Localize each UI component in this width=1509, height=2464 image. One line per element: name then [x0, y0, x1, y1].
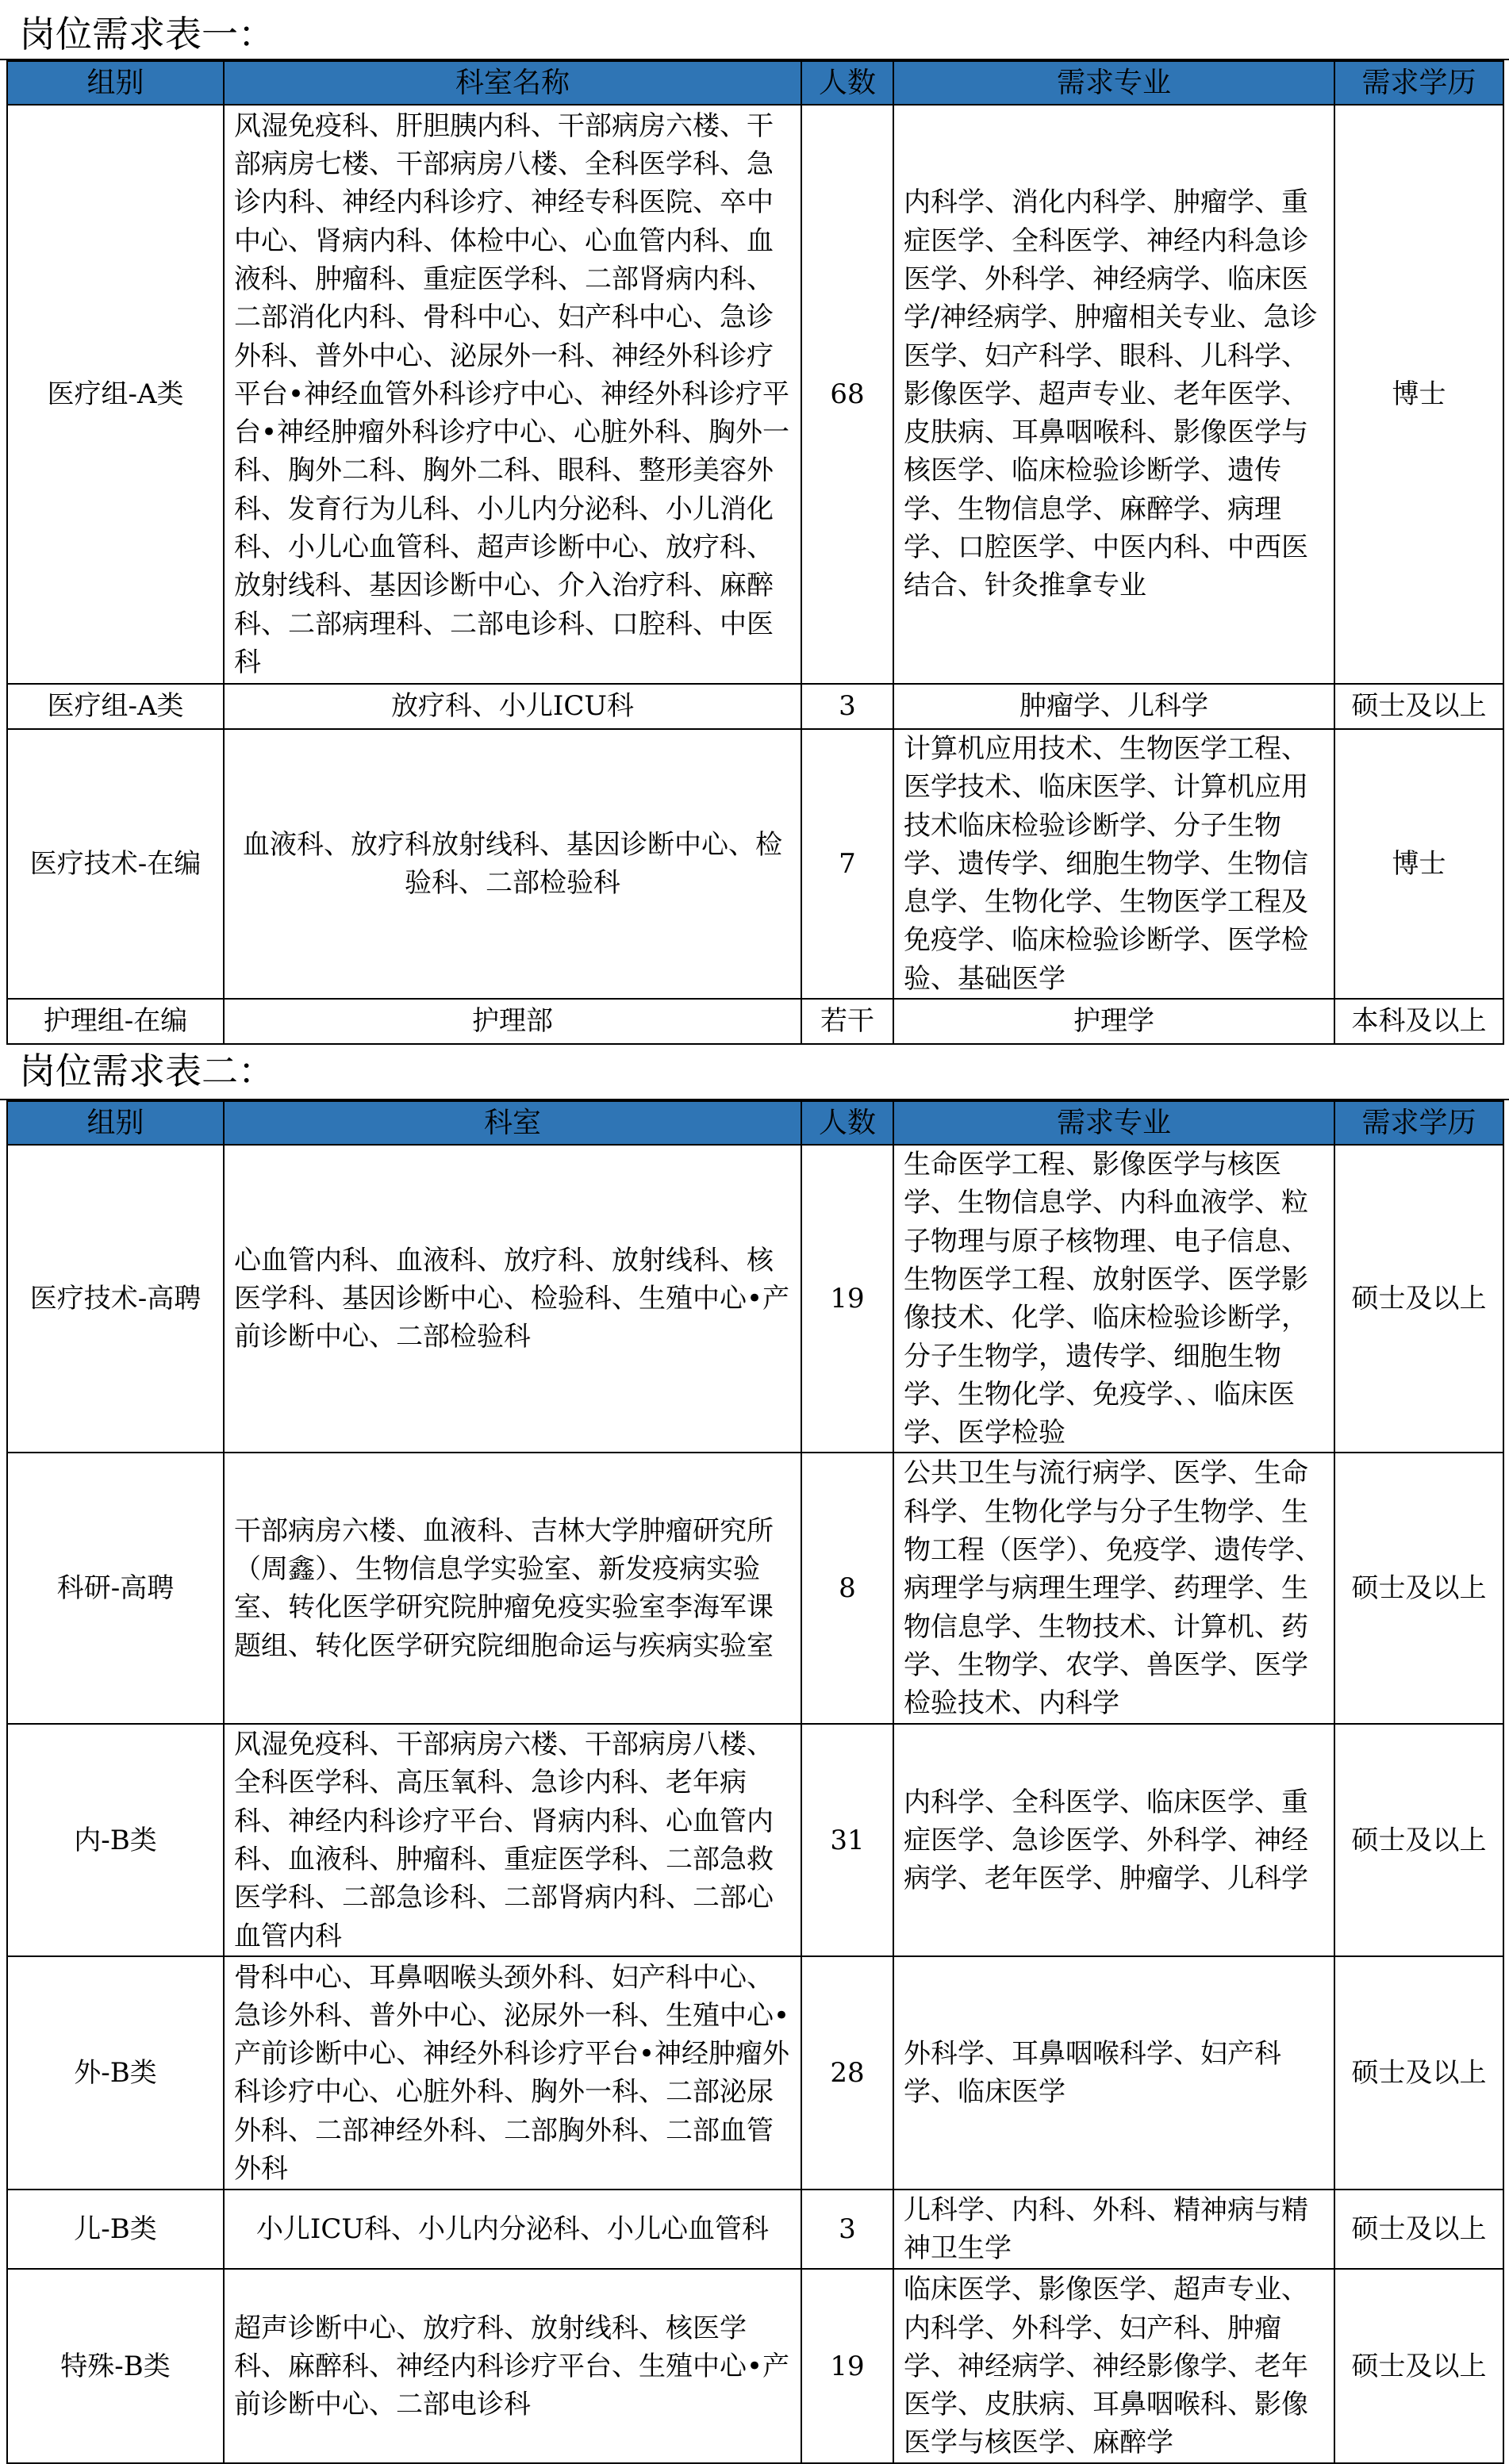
count-cell: 7 [801, 729, 893, 999]
dept-cell: 小儿ICU科、小儿内分泌科、小儿心血管科 [224, 2190, 801, 2269]
group-cell: 医疗组-A类 [7, 105, 224, 684]
table2-title: 岗位需求表二： [0, 1045, 1509, 1100]
major-cell: 肿瘤学、儿科学 [893, 684, 1334, 729]
table-row [7, 1145, 1503, 1453]
header-group: 组别 [7, 61, 224, 105]
major-cell: 儿科学、内科、外科、精神病与精神卫生学 [893, 2190, 1334, 2269]
degree-cell: 硕士及以上 [1334, 1453, 1503, 1724]
major-cell: 公共卫生与流行病学、医学、生命科学、生物化学与分子生物学、生物工程（医学）、免疫学、遗传学、病理学与病理生理学、药理学、生物信息学、生物技术、计算机、药学、生物学、农学、兽医学、医学检验技术、内科学 [893, 1453, 1334, 1724]
header-degree: 需求学历 [1334, 1101, 1503, 1145]
header-count: 人数 [801, 61, 893, 105]
degree-cell: 硕士及以上 [1334, 1956, 1503, 2190]
dept-cell: 干部病房六楼、血液科、吉林大学肿瘤研究所（周鑫）、生物信息学实验室、新发疫病实验室、转化医学研究院肿瘤免疫实验室李海军课题组、转化医学研究院细胞命运与疾病实验室 [224, 1453, 801, 1724]
count-cell: 31 [801, 1724, 893, 1956]
table2 [6, 1100, 1504, 2464]
count-cell: 3 [801, 2190, 893, 2269]
count-cell: 8 [801, 1453, 893, 1724]
header-major: 需求专业 [893, 1101, 1334, 1145]
major-cell: 临床医学、影像医学、超声专业、内科学、外科学、妇产科、肿瘤学、神经病学、神经影像学、老年医学、皮肤病、耳鼻咽喉科、影像医学与核医学、麻醉学 [893, 2269, 1334, 2463]
header-count: 人数 [801, 1101, 893, 1145]
major-cell: 生命医学工程、影像医学与核医学、生物信息学、内科血液学、粒子物理与原子核物理、电子信息、生物医学工程、放射医学、医学影像技术、化学、临床检验诊断学，分子生物学，遗传学、细胞生物学、生物化学、免疫学、、临床医学、医学检验 [893, 1145, 1334, 1453]
header-dept: 科室名称 [224, 61, 801, 105]
major-cell: 计算机应用技术、生物医学工程、医学技术、临床医学、计算机应用技术临床检验诊断学、分子生物学、遗传学、细胞生物学、生物信息学、生物化学、生物医学工程及免疫学、临床检验诊断学、医学检验、基础医学 [893, 729, 1334, 999]
dept-cell: 风湿免疫科、肝胆胰内科、干部病房六楼、干部病房七楼、干部病房八楼、全科医学科、急诊内科、神经内科诊疗、神经专科医院、卒中中心、肾病内科、体检中心、心血管内科、血液科、肿瘤科、重症医学科、二部肾病内科、二部消化内科、骨科中心、妇产科中心、急诊外科、普外中心、泌尿外一科、神经外科诊疗平台•神经血管外科诊疗中心、神经外科诊疗平台•神经肿瘤外科诊疗中心、心脏外科、胸外一科、胸外二科、胸外二科、眼科、整形美容外科、发育行为儿科、小儿内分泌科、小儿消化科、小儿心血管科、超声诊断中心、放疗科、放射线科、基因诊断中心、介入治疗科、麻醉科、二部病理科、二部电诊科、口腔科、中医科 [224, 105, 801, 684]
dept-cell: 骨科中心、耳鼻咽喉头颈外科、妇产科中心、急诊外科、普外中心、泌尿外一科、生殖中心•产前诊断中心、神经外科诊疗平台•神经肿瘤外科诊疗中心、心脏外科、胸外一科、二部泌尿外科、二部神经外科、二部胸外科、二部血管外科 [224, 1956, 801, 2190]
group-cell: 医疗技术-高聘 [7, 1145, 224, 1453]
count-cell: 19 [801, 1145, 893, 1453]
dept-cell: 放疗科、小儿ICU科 [224, 684, 801, 729]
group-cell: 护理组-在编 [7, 999, 224, 1044]
header-group: 组别 [7, 1101, 224, 1145]
count-cell: 若干 [801, 999, 893, 1044]
dept-cell: 护理部 [224, 999, 801, 1044]
table1-header-row [7, 61, 1503, 105]
degree-cell: 硕士及以上 [1334, 1724, 1503, 1956]
table-row [7, 1956, 1503, 2190]
count-cell: 28 [801, 1956, 893, 2190]
count-cell: 19 [801, 2269, 893, 2463]
group-cell: 儿-B类 [7, 2190, 224, 2269]
table-row [7, 1453, 1503, 1724]
degree-cell: 本科及以上 [1334, 999, 1503, 1044]
table-row [7, 105, 1503, 684]
degree-cell: 硕士及以上 [1334, 684, 1503, 729]
degree-cell: 硕士及以上 [1334, 2190, 1503, 2269]
degree-cell: 硕士及以上 [1334, 2269, 1503, 2463]
table-row [7, 2269, 1503, 2463]
table-row [7, 999, 1503, 1044]
dept-cell: 超声诊断中心、放疗科、放射线科、核医学科、麻醉科、神经内科诊疗平台、生殖中心•产前诊断中心、二部电诊科 [224, 2269, 801, 2463]
dept-cell: 血液科、放疗科放射线科、基因诊断中心、检验科、二部检验科 [224, 729, 801, 999]
degree-cell: 硕士及以上 [1334, 1145, 1503, 1453]
header-dept: 科室 [224, 1101, 801, 1145]
table-row [7, 684, 1503, 729]
header-major: 需求专业 [893, 61, 1334, 105]
table1-title: 岗位需求表一： [0, 0, 1509, 60]
degree-cell: 博士 [1334, 729, 1503, 999]
table-row [7, 2190, 1503, 2269]
group-cell: 医疗组-A类 [7, 684, 224, 729]
group-cell: 医疗技术-在编 [7, 729, 224, 999]
table2-header-row [7, 1101, 1503, 1145]
table-row [7, 1724, 1503, 1956]
major-cell: 内科学、全科医学、临床医学、重症医学、急诊医学、外科学、神经病学、老年医学、肿瘤学、儿科学 [893, 1724, 1334, 1956]
dept-cell: 心血管内科、血液科、放疗科、放射线科、核医学科、基因诊断中心、检验科、生殖中心•产前诊断中心、二部检验科 [224, 1145, 801, 1453]
count-cell: 3 [801, 684, 893, 729]
major-cell: 内科学、消化内科学、肿瘤学、重症医学、全科医学、神经内科急诊医学、外科学、神经病学、临床医学/神经病学、肿瘤相关专业、急诊医学、妇产科学、眼科、儿科学、影像医学、超声专业、老年医学、皮肤病、耳鼻咽喉科、影像医学与核医学、临床检验诊断学、遗传学、生物信息学、麻醉学、病理学、口腔医学、中医内科、中西医结合、针灸推拿专业 [893, 105, 1334, 684]
group-cell: 科研-高聘 [7, 1453, 224, 1724]
table1 [6, 60, 1504, 1045]
header-degree: 需求学历 [1334, 61, 1503, 105]
group-cell: 外-B类 [7, 1956, 224, 2190]
dept-cell: 风湿免疫科、干部病房六楼、干部病房八楼、全科医学科、高压氧科、急诊内科、老年病科、神经内科诊疗平台、肾病内科、心血管内科、血液科、肿瘤科、重症医学科、二部急救医学科、二部急诊科、二部肾病内科、二部心血管内科 [224, 1724, 801, 1956]
major-cell: 外科学、耳鼻咽喉科学、妇产科学、临床医学 [893, 1956, 1334, 2190]
group-cell: 特殊-B类 [7, 2269, 224, 2463]
group-cell: 内-B类 [7, 1724, 224, 1956]
major-cell: 护理学 [893, 999, 1334, 1044]
count-cell: 68 [801, 105, 893, 684]
degree-cell: 博士 [1334, 105, 1503, 684]
table-row [7, 729, 1503, 999]
